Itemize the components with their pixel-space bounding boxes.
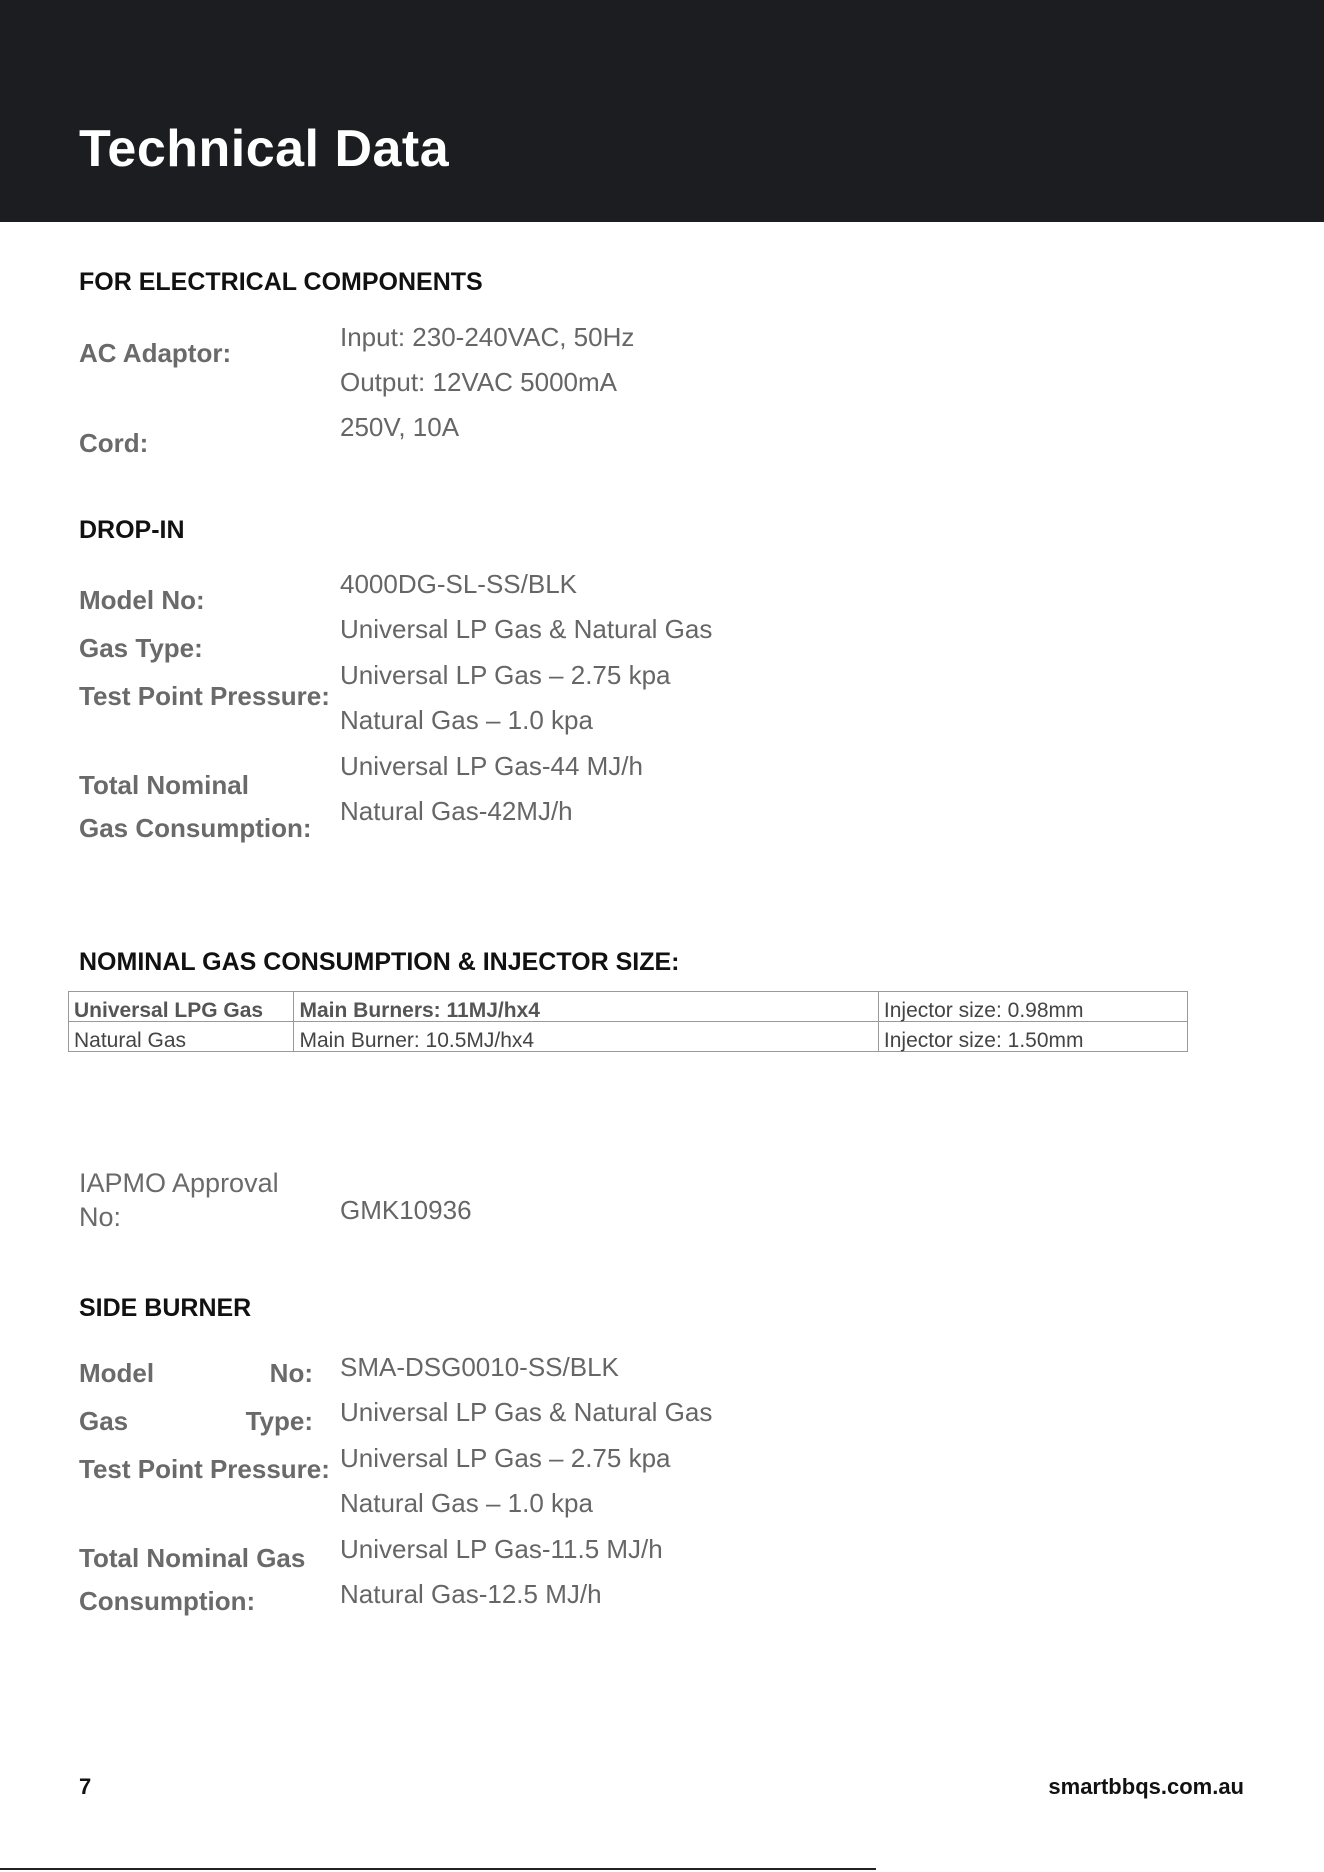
side-burner-model-value: SMA-DSG0010-SS/BLK — [340, 1352, 619, 1382]
approval-value: GMK10936 — [340, 1195, 472, 1225]
table-cell-burner: Main Burners: 11MJ/hx4 — [294, 992, 878, 1022]
page-number: 7 — [79, 1774, 92, 1799]
side-burner-gas-label-a: Gas — [79, 1406, 129, 1436]
side-burner-gas-value: Universal LP Gas & Natural Gas — [340, 1397, 713, 1427]
bottom-divider — [0, 1868, 876, 1870]
drop-in-consumption-lp: Universal LP Gas-44 MJ/h — [340, 751, 643, 781]
cord-value: 250V, 10A — [340, 412, 460, 442]
injector-heading: NOMINAL GAS CONSUMPTION & INJECTOR SIZE: — [79, 948, 680, 976]
side-burner-model-label-a: Model — [79, 1358, 155, 1388]
table-cell-burner: Main Burner: 10.5MJ/hx4 — [294, 1022, 878, 1052]
ac-output-value: Output: 12VAC 5000mA — [340, 367, 618, 397]
approval-label-2: No: — [79, 1202, 122, 1232]
table-cell-gas: Universal LPG Gas — [69, 992, 294, 1022]
page-title: Technical Data — [79, 120, 450, 178]
approval-label-1: IAPMO Approval — [79, 1168, 279, 1198]
drop-in-model-label: Model No: — [79, 585, 205, 615]
drop-in-consumption-ng: Natural Gas-42MJ/h — [340, 796, 573, 826]
drop-in-test-pressure-label: Test Point Pressure: — [79, 681, 330, 711]
drop-in-consumption-label-1: Total Nominal — [79, 770, 249, 800]
side-burner-model-label-b: No: — [269, 1358, 313, 1388]
drop-in-test-pressure-lp: Universal LP Gas – 2.75 kpa — [340, 660, 671, 690]
side-burner-gas-label-b: Type: — [245, 1406, 313, 1436]
electrical-heading: FOR ELECTRICAL COMPONENTS — [79, 268, 483, 296]
table-row — [69, 1022, 1188, 1052]
side-burner-test-pressure-ng: Natural Gas – 1.0 kpa — [340, 1488, 593, 1518]
side-burner-gas-label — [79, 1408, 313, 1434]
side-burner-consumption-ng: Natural Gas-12.5 MJ/h — [340, 1579, 602, 1609]
drop-in-gas-type-label: Gas Type: — [79, 633, 203, 663]
drop-in-consumption-label-2: Gas Consumption: — [79, 813, 312, 843]
ac-adaptor-label: AC Adaptor: — [79, 338, 232, 368]
table-cell-injector: Injector size: 1.50mm — [878, 1022, 1187, 1052]
side-burner-heading: SIDE BURNER — [79, 1294, 252, 1322]
website-url: smartbbqs.com.au — [1048, 1774, 1244, 1799]
header-band — [0, 0, 1324, 222]
table-cell-gas: Natural Gas — [69, 1022, 294, 1052]
side-burner-model-label — [79, 1360, 313, 1386]
side-burner-test-pressure-label: Test Point Pressure: — [79, 1454, 330, 1484]
side-burner-consumption-lp: Universal LP Gas-11.5 MJ/h — [340, 1534, 663, 1564]
drop-in-gas-type-value: Universal LP Gas & Natural Gas — [340, 614, 713, 644]
drop-in-model-value: 4000DG-SL-SS/BLK — [340, 569, 578, 599]
side-burner-consumption-label-2: Consumption: — [79, 1586, 256, 1616]
table-cell-injector: Injector size: 0.98mm — [878, 992, 1187, 1022]
side-burner-consumption-label-1: Total Nominal Gas — [79, 1543, 306, 1573]
cord-label: Cord: — [79, 428, 149, 458]
drop-in-test-pressure-ng: Natural Gas – 1.0 kpa — [340, 705, 593, 735]
ac-input-value: Input: 230-240VAC, 50Hz — [340, 322, 635, 352]
table-row — [69, 992, 1188, 1022]
injector-table — [68, 991, 1188, 1052]
drop-in-heading: DROP-IN — [79, 516, 185, 544]
side-burner-test-pressure-lp: Universal LP Gas – 2.75 kpa — [340, 1443, 671, 1473]
